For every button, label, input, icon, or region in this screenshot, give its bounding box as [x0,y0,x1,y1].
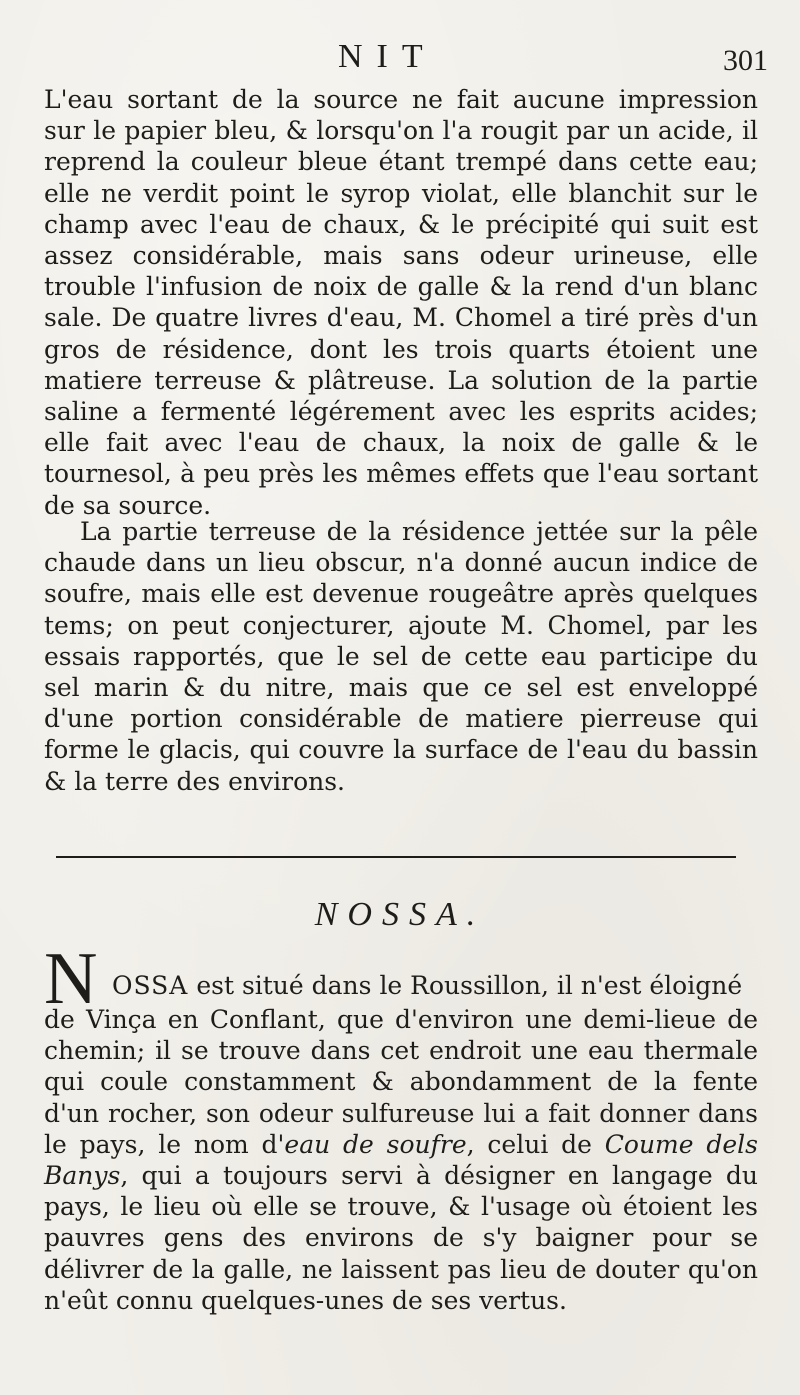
paragraph-2-text: La partie terreuse de la résidence jettée sur la pêle chaude dans un lieu obscur, n'a donné aucun indice de soufre, mais elle est devenue rougeâtre après quelques tems; on peut conjecturer, ajoute M. Chomel, par les essais rapportés, que le sel de cette eau participe du sel marin & du nitre, mais que ce sel est enveloppé d'une portion considérable de matiere pierreuse qui forme le glacis, qui couvre la surface de l'eau du bassin & la terre des environs. [44,517,758,796]
paragraph-2 [44,516,758,797]
paragraph-1 [44,84,758,521]
section-divider [56,856,736,858]
section-title: NOSSA. [314,896,486,933]
first-line-rest: est situé dans le Roussillon, il n'est éloigné [188,971,743,1000]
section-body-part-2: , celui de [466,1129,605,1159]
italic-term-eau-de-soufre: eau de soufre [284,1129,467,1159]
section-first-line [112,970,758,1001]
page-number: 301 [723,44,768,77]
section-body [44,1004,758,1316]
running-head: NIT [338,38,437,75]
italic-term-coume-dels-banys: Coume dels Banys [44,1129,758,1191]
page-header [0,36,800,86]
section-body-part-3: , qui a toujours servi à désigner en langage du pays, le lieu où elle se trouve, & l'usage où étoient les pauvres gens des environs de s'y baigner pour se délivrer de la galle, ne laissent pas lieu de douter qu'on n'eût connu quelques-unes de ses vertus. [44,1161,758,1315]
section-body-part-1: de Vinça en Conflant, que d'environ une demi-lieue de chemin; il se trouve dans cet endroit une eau thermale qui coule constamment & abondamment de la fente d'un rocher, son odeur sulfureuse lui a fait donner dans le pays, le nom d' [44,1005,758,1159]
first-word-rest: OSSA [112,971,189,1000]
paragraph-1-text: L'eau sortant de la source ne fait aucune impression sur le papier bleu, & lorsqu'on l'a rougit par un acide, il reprend la couleur bleue étant trempé dans cette eau; elle ne verdit point le syrop violat, elle blanchit sur le champ avec l'eau de chaux, & le précipité qui suit est assez considérable, mais sans odeur urineuse, elle trouble l'infusion de noix de galle & la rend d'un blanc sale. De quatre livres d'eau, M. Chomel a tiré près d'un gros de résidence, dont les trois quarts étoient une matiere terreuse & plâtreuse. La solution de la partie saline a fermenté légérement avec les esprits acides; elle fait avec l'eau de chaux, la noix de galle & le tournesol, à peu près les mêmes effets que l'eau sortant de sa source. [44,85,758,520]
drop-cap: N [44,938,98,1020]
